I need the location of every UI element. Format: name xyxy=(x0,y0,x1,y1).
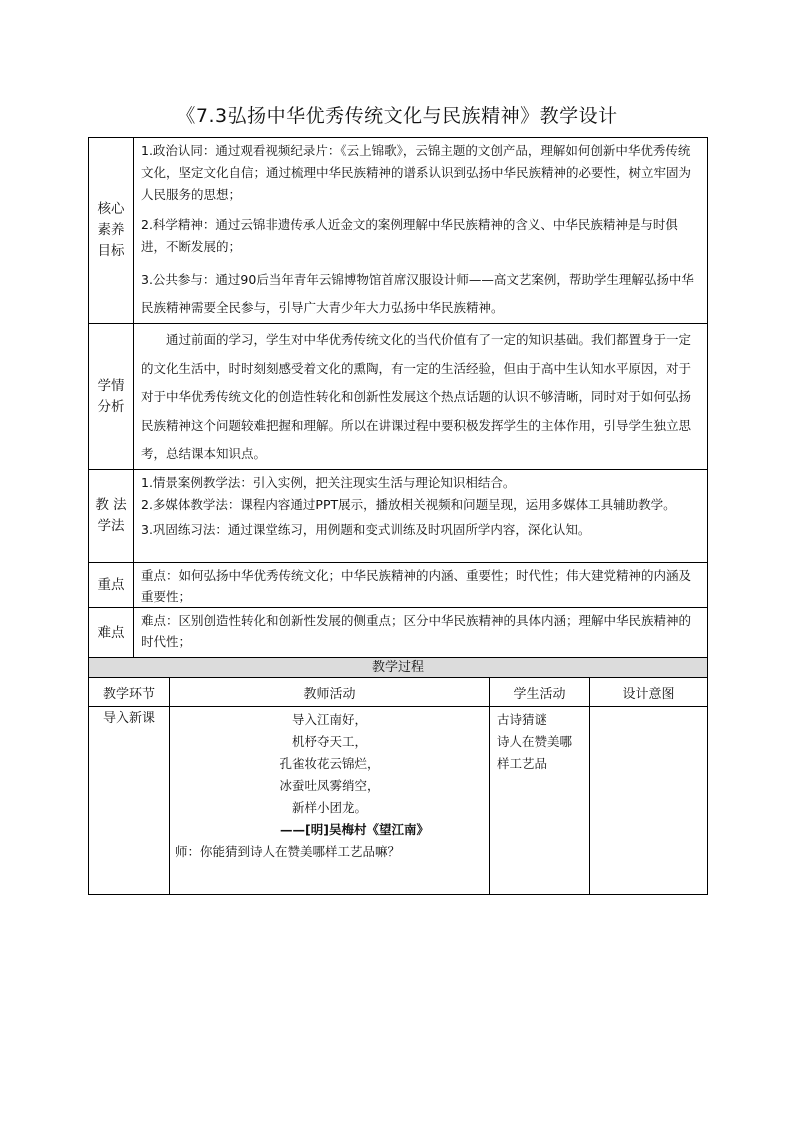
teacher-activity-cell xyxy=(170,707,490,895)
core-literacy-row xyxy=(89,138,708,324)
method-practice: 3.巩固练习法：通过课堂练习，用例题和变式训练及时巩固所学内容，深化认知。 xyxy=(141,522,591,537)
col-teacher: 教师活动 xyxy=(170,678,490,707)
difficulty-content: 难点：区别创造性转化和创新性发展的侧重点；区分中华民族精神的具体内涵；理解中华民族精神的时代性； xyxy=(134,608,708,659)
process-header-row xyxy=(89,658,708,678)
overview-table xyxy=(88,137,708,659)
student-analysis-label: 学情 分析 xyxy=(89,324,134,470)
teaching-process-table xyxy=(88,657,708,895)
key-point-label: 重点 xyxy=(89,563,134,608)
col-student: 学生活动 xyxy=(490,678,590,707)
core-goal-participation: 3.公共参与：通过90后当年青年云锦博物馆首席汉服设计师——高文艺案例，帮助学生理解弘扬中华民族精神需要全民参与，引导广大青少年大力弘扬中华民族精神。 xyxy=(141,272,694,315)
teaching-methods-content xyxy=(134,470,708,563)
teacher-question: 师：你能猜到诗人在赞美哪样工艺品嘛？ xyxy=(175,844,401,859)
document-title: 《7.3弘扬中华优秀传统文化与民族精神》教学设计 xyxy=(176,105,618,127)
student-analysis-content: 通过前面的学习，学生对中华优秀传统文化的当代价值有了一定的知识基础。我们都置身于一定的文化生活中，时时刻刻感受着文化的熏陶，有一定的生活经验，但由于高中生认知水平原因，对于对于中华优秀传统文化的创造性转化和创新性发展这个热点话题的认识不够清晰，同时对于如何弘扬民族精神这个问题较难把握和理解。所以在讲课过程中要积极发挥学生的主体作用，引导学生独立思考，总结课本知识点。 xyxy=(134,324,708,470)
poem-line: 机杼夺天工， xyxy=(291,734,367,749)
stage-cell: 导入新课 xyxy=(89,707,170,895)
core-goal-science: 2.科学精神：通过云锦非遗传承人近金文的案例理解中华民族精神的含义、中华民族精神是与时俱进，不断发展的； xyxy=(141,217,678,254)
process-header: 教学过程 xyxy=(89,658,708,678)
poem-source: ——[明]吴梅村《望江南》 xyxy=(280,822,429,837)
poem-line: 新样小团龙。 xyxy=(291,800,367,815)
teaching-methods-label: 教 法 学法 xyxy=(89,470,134,563)
key-point-row xyxy=(89,563,708,608)
teaching-methods-row xyxy=(89,470,708,563)
poem-line: 孔雀妆花云锦烂， xyxy=(279,756,380,771)
poem-line: 冰蚕吐凤雾绡空， xyxy=(279,778,380,793)
core-literacy-content xyxy=(134,138,708,324)
core-goal-political: 1.政治认同：通过观看视频纪录片：《云上锦歌》，云锦主题的文创产品，理解如何创新中华优秀传统文化，坚定文化自信；通过梳理中华民族精神的谱系认识到弘扬中华民族精神的必要性，树立牢固为人民服务的思想； xyxy=(141,143,692,202)
method-case: 1.情景案例教学法：引入实例，把关注现实生活与理论知识相结合。 xyxy=(141,475,516,490)
design-intent-cell xyxy=(590,707,708,895)
student-analysis-row xyxy=(89,324,708,470)
col-stage: 教学环节 xyxy=(89,678,170,707)
difficulty-row xyxy=(89,608,708,659)
key-point-content: 重点：如何弘扬中华优秀传统文化；中华民族精神的内涵、重要性；时代性；伟大建党精神的内涵及重要性； xyxy=(134,563,708,608)
poem-line: 导入江南好， xyxy=(291,712,367,727)
student-activity-cell: 古诗猜谜 诗人在赞美哪 样工艺品 xyxy=(490,707,590,895)
process-columns-row xyxy=(89,678,708,707)
method-multimedia: 2.多媒体教学法：课程内容通过PPT展示，播放相关视频和问题呈现，运用多媒体工具辅助教学。 xyxy=(141,496,676,512)
col-design: 设计意图 xyxy=(590,678,708,707)
core-literacy-label: 核心 素养 目标 xyxy=(89,138,134,324)
table-row xyxy=(89,707,708,895)
difficulty-label: 难点 xyxy=(89,608,134,659)
